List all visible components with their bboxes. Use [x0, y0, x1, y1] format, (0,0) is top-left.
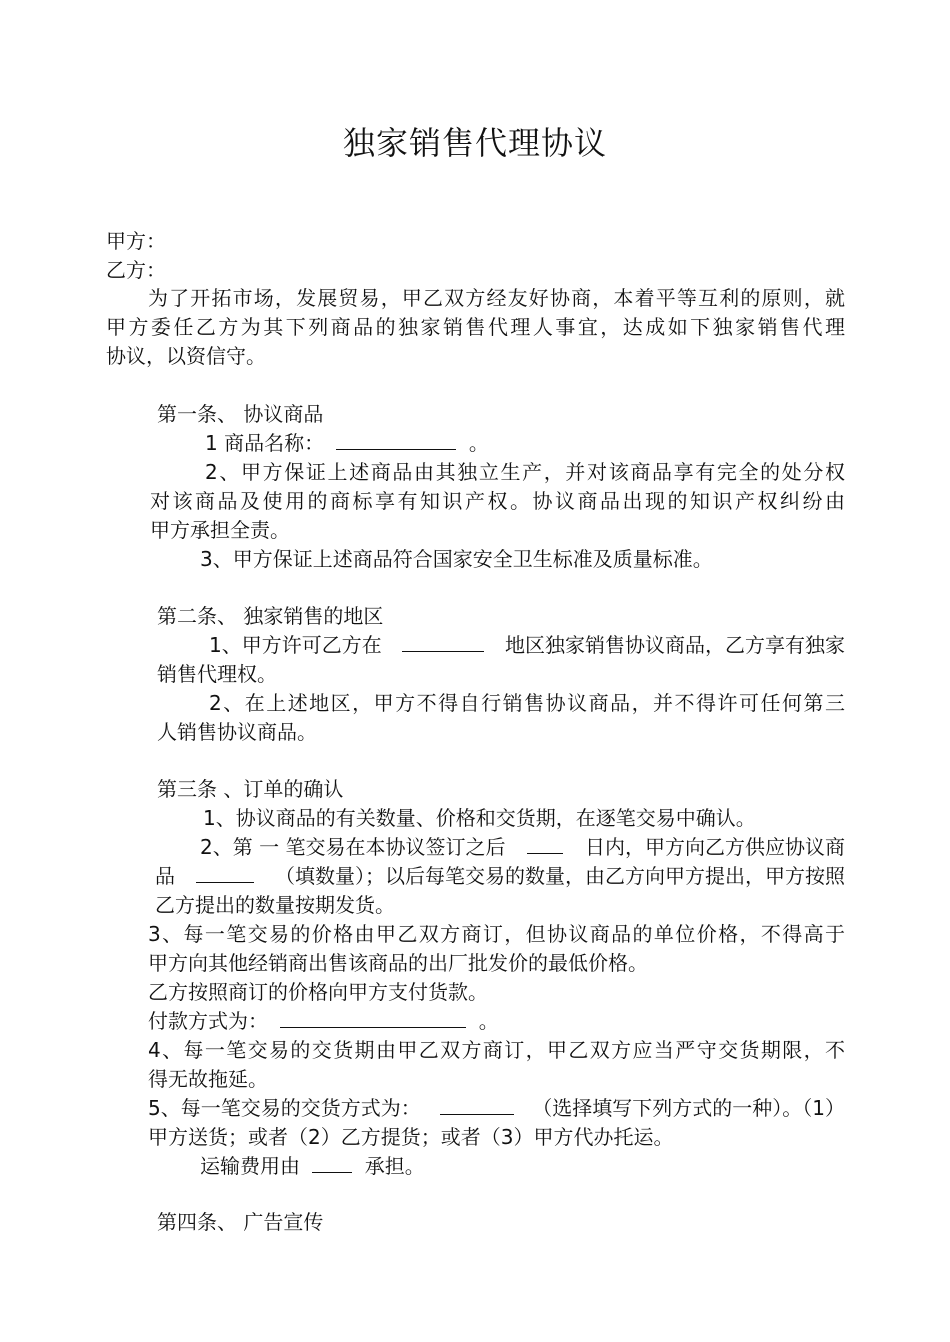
item-text: 运输费用由	[200, 1154, 300, 1178]
article-1-item-3: 3、甲方保证上述商品符合国家安全卫生标准及质量标准。	[200, 547, 713, 571]
document-title: 独家销售代理协议	[342, 124, 607, 162]
article-3-heading: 第三条 、订单的确认	[157, 777, 344, 801]
article-3-item-4: 4、每一笔交易的交货期由甲乙双方商订，甲乙双方应当严守交货期限，不	[148, 1038, 845, 1062]
product-name-blank[interactable]	[336, 429, 456, 450]
article-3-item-5	[148, 1094, 845, 1123]
item-text: 品	[155, 864, 175, 888]
article-3-item-2	[200, 833, 845, 862]
payment-method	[148, 1007, 499, 1036]
payment-method-blank[interactable]	[280, 1007, 466, 1028]
item-text: （填数量）；以后每笔交易的数量，由乙方向甲方提出，甲方按照	[275, 864, 845, 888]
preamble-line: 甲方委任乙方为其下列商品的独家销售代理人事宜，达成如下独家销售代理	[106, 315, 845, 339]
item-text: 地区独家销售协议商品，乙方享有独家	[504, 633, 845, 657]
article-3-item-1: 1、协议商品的有关数量、价格和交货期，在逐笔交易中确认。	[203, 806, 756, 830]
article-3-item-4: 得无故拖延。	[148, 1067, 268, 1091]
item-text: 承担。	[364, 1154, 425, 1178]
payment-line: 乙方按照商订的价格向甲方支付货款。	[148, 980, 488, 1004]
item-text: 。	[478, 1009, 499, 1033]
preamble-line: 协议，以资信守。	[106, 344, 266, 368]
item-text: 日内，甲方向乙方供应协议商	[584, 835, 845, 859]
article-3-item-2: 乙方提出的数量按期发货。	[155, 893, 395, 917]
article-1-item-1	[205, 429, 489, 458]
article-3-item-5: 甲方送货；或者（2）乙方提货；或者（3）甲方代办托运。	[148, 1125, 674, 1149]
article-3-item-3: 3、每一笔交易的价格由甲乙双方商订，但协议商品的单位价格，不得高于	[148, 922, 845, 946]
item-text: 付款方式为：	[148, 1009, 268, 1033]
party-a-label: 甲方：	[106, 229, 166, 253]
quantity-blank[interactable]	[196, 862, 254, 883]
article-1-heading: 第一条、 协议商品	[157, 402, 324, 426]
item-text: （选择填写下列方式的一种）。（1）	[532, 1096, 845, 1120]
freight-payer-blank[interactable]	[312, 1152, 352, 1173]
article-3-item-2	[155, 862, 845, 891]
freight-line	[200, 1152, 425, 1181]
item-text: 。	[468, 431, 489, 455]
article-2-heading: 第二条、 独家销售的地区	[157, 604, 384, 628]
item-text: 1 商品名称：	[205, 431, 325, 455]
article-2-item-2: 人销售协议商品。	[157, 720, 317, 744]
region-blank[interactable]	[402, 631, 484, 652]
delivery-method-blank[interactable]	[440, 1094, 514, 1115]
article-4-heading: 第四条、 广告宣传	[157, 1210, 324, 1234]
party-b-label: 乙方：	[106, 258, 166, 282]
article-3-item-3: 甲方向其他经销商出售该商品的出厂批发价的最低价格。	[148, 951, 648, 975]
days-blank[interactable]	[527, 833, 563, 854]
item-text: 2、第 一 笔交易在本协议签订之后	[200, 835, 506, 859]
item-text: 1、甲方许可乙方在	[209, 633, 382, 657]
article-1-item-2: 甲方承担全责。	[150, 518, 290, 542]
article-2-item-2: 2、在上述地区，甲方不得自行销售协议商品，并不得许可任何第三	[209, 691, 845, 715]
item-text: 5、每一笔交易的交货方式为：	[148, 1096, 421, 1120]
article-1-item-2: 对该商品及使用的商标享有知识产权。协议商品出现的知识产权纠纷由	[150, 489, 845, 513]
article-2-item-1	[209, 631, 845, 660]
preamble-line: 为了开拓市场，发展贸易，甲乙双方经友好协商，本着平等互利的原则，就	[148, 286, 845, 310]
article-2-item-1: 销售代理权。	[157, 662, 277, 686]
article-1-item-2: 2、甲方保证上述商品由其独立生产，并对该商品享有完全的处分权	[205, 460, 845, 484]
